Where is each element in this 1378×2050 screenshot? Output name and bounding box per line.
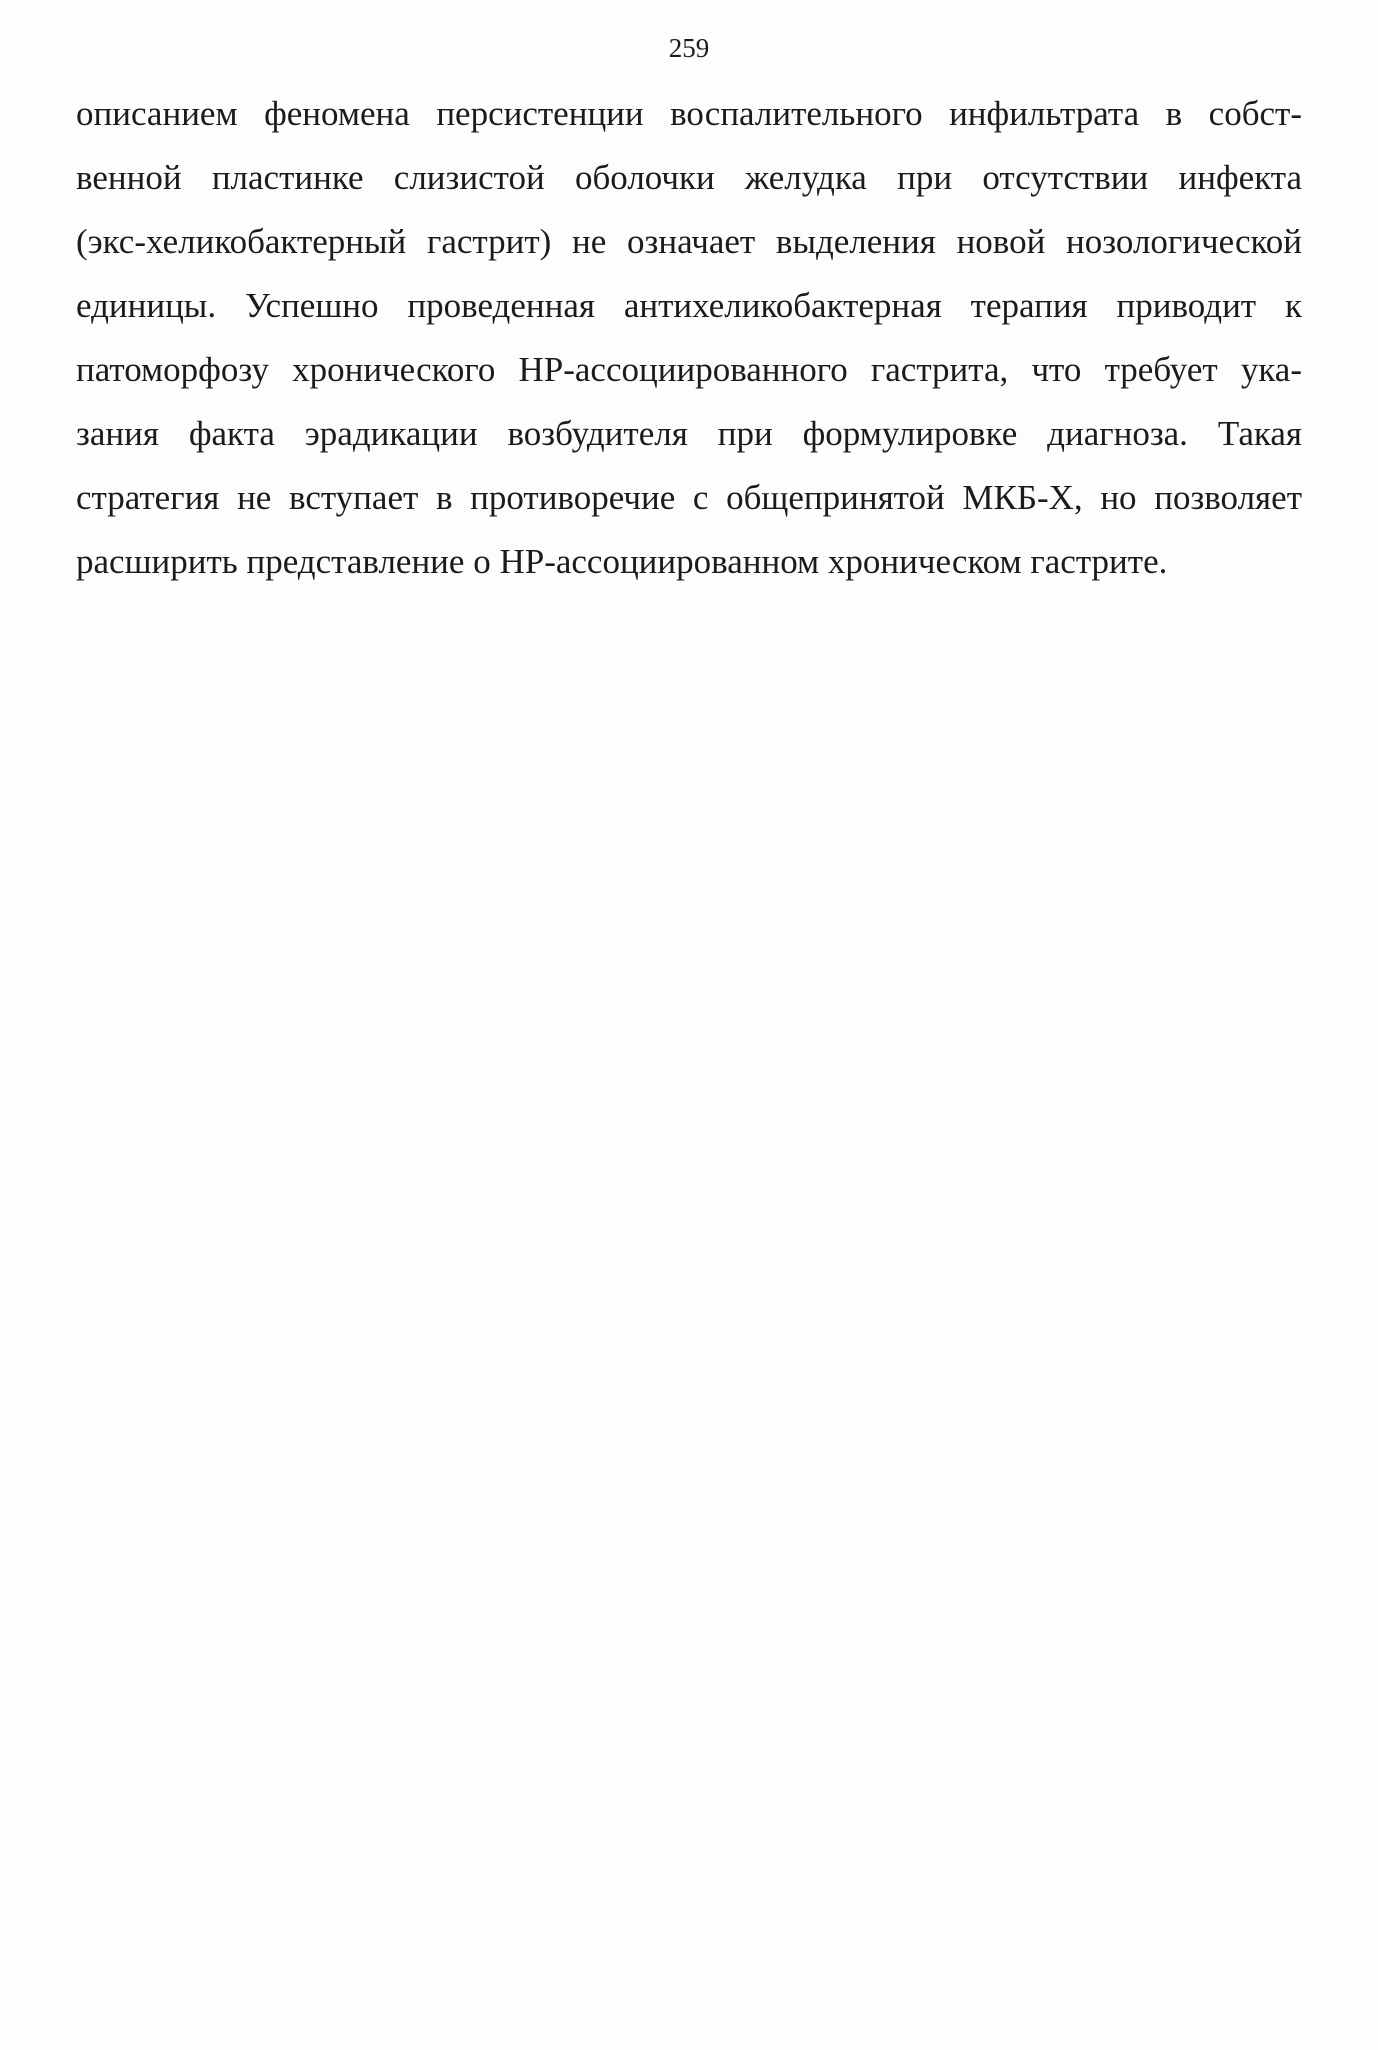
text-line: венной пластинке слизистой оболочки желудка при отсутствии инфекта xyxy=(76,158,1302,197)
text-line: стратегия не вступает в противоречие с общепринятой МКБ-X, но позволяет xyxy=(76,478,1302,517)
text-line: описанием феномена персистенции воспалительного инфильтрата в собст- xyxy=(76,94,1302,133)
page-number: 259 xyxy=(668,33,710,63)
text-line: патоморфозу хронического HP-ассоциированного гастрита, что требует ука- xyxy=(76,350,1302,389)
text-line: зания факта эрадикации возбудителя при формулировке диагноза. Такая xyxy=(76,414,1302,453)
text-line: единицы. Успешно проведенная антихеликобактерная терапия приводит к xyxy=(76,286,1302,325)
text-line: расширить представление о HP-ассоциированном хроническом гастрите. xyxy=(76,542,1168,581)
text-line: (экс-хеликобактерный гастрит) не означает выделения новой нозологической xyxy=(76,222,1302,261)
body-paragraph xyxy=(76,82,1302,594)
